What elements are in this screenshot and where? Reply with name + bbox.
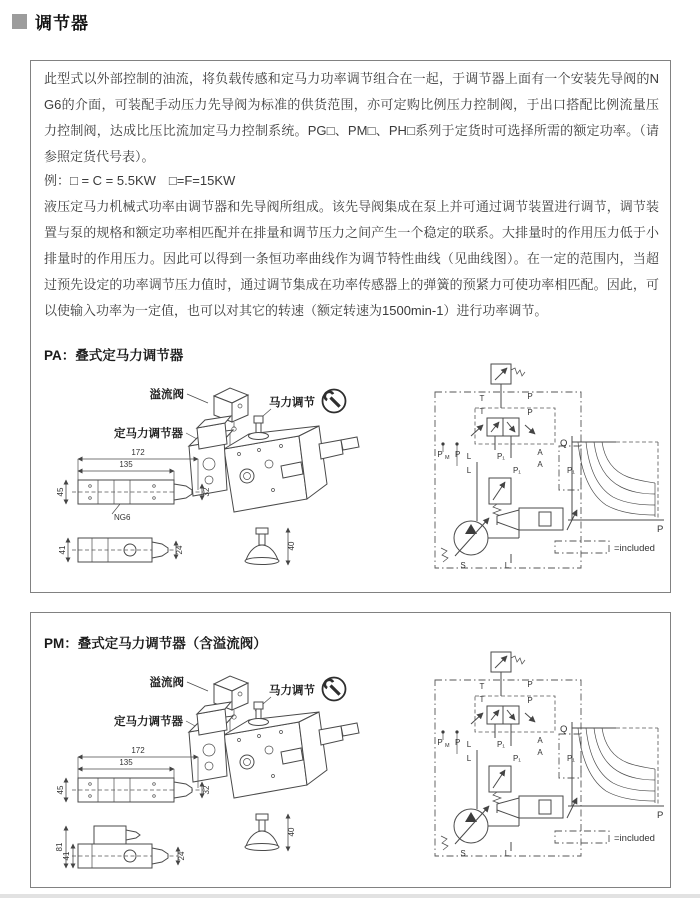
pq-curve-chart <box>560 722 664 821</box>
callout-relief-valve: 溢流阀 <box>149 389 184 401</box>
wrench-icon <box>323 390 346 413</box>
dimension-top-view <box>56 746 211 802</box>
intro-paragraph-1: 此型式以外部控制的油流，将负载传感和定马力功率调节组合在一起，于调节器上面有一个安装先导阀的NG6的介面，可装配手动压力先导阀为标准的供货范围，亦可定购比例压力控制阀，于出口搭配比例流量压力控制阀，达成比压比流加定马力控制系统。PG□、PM□、PH□系列于定货时可选择所需的额定功率。（请参照定货代号表）。 <box>44 71 659 164</box>
dim-41: 41 <box>58 545 67 555</box>
pump-isometric-drawing <box>189 416 359 512</box>
dim-24: 24 <box>175 545 184 555</box>
included-legend <box>555 541 655 554</box>
pq-curve-chart <box>560 436 664 535</box>
intro-example-line: 例：□ = C = 5.5KW □=F=15KW <box>44 173 236 188</box>
knob-drawing <box>245 528 296 565</box>
dim-24: 24 <box>177 851 186 861</box>
figure-pm <box>34 650 668 878</box>
page-title: 调节器 <box>35 14 89 33</box>
wrench-icon <box>323 678 346 701</box>
dim-81: 81 <box>55 842 64 852</box>
dimension-side-view <box>68 538 176 562</box>
pump-isometric-drawing <box>189 702 359 798</box>
page-title-bar <box>12 9 89 34</box>
callout-power-adjust: 马力调节 <box>269 397 315 409</box>
hydraulic-circuit <box>435 364 581 570</box>
title-bullet-square <box>12 14 27 29</box>
intro-paragraph-2: 液压定马力机械式功率由调节器和先导阀所组成。该先导阀集成在泵上并可通过调节装置进行调节，调节装置与泵的规格和额定功率相匹配并在排量和调节压力之间产生一个稳定的联系。大排量时的作用压力低于小排量时的作用压力。因此可以得到一条恒功率曲线作为调节特性曲线（见曲线图）。在一定的范围内，当超过预先设定的功率调节压力值时，通过调节集成在功率传感器上的弹簧的预紧力可使功率相匹配。因此，可以使输入功率为一定值，也可以对其它的转速（额定转速为1500min-1）进行功率调节。 <box>44 199 659 318</box>
section-pa-heading: PA：叠式定马力调节器 <box>44 348 184 363</box>
dim-41: 41 <box>62 851 71 861</box>
figure-pa <box>34 362 668 590</box>
dimension-side-view-with-valve <box>66 826 178 868</box>
callout-power-adjust: 马力调节 <box>269 685 315 697</box>
ng6-label: NG6 <box>114 513 131 522</box>
callout-regulator: 定马力调节器 <box>114 428 183 440</box>
callout-regulator: 定马力调节器 <box>114 716 183 728</box>
knob-drawing <box>245 814 296 851</box>
callout-relief-valve: 溢流阀 <box>149 677 184 689</box>
dimension-top-view <box>56 448 211 504</box>
hydraulic-circuit <box>435 652 581 858</box>
section-pm-heading: PM：叠式定马力调节器（含溢流阀） <box>44 636 267 651</box>
included-legend <box>555 831 655 844</box>
